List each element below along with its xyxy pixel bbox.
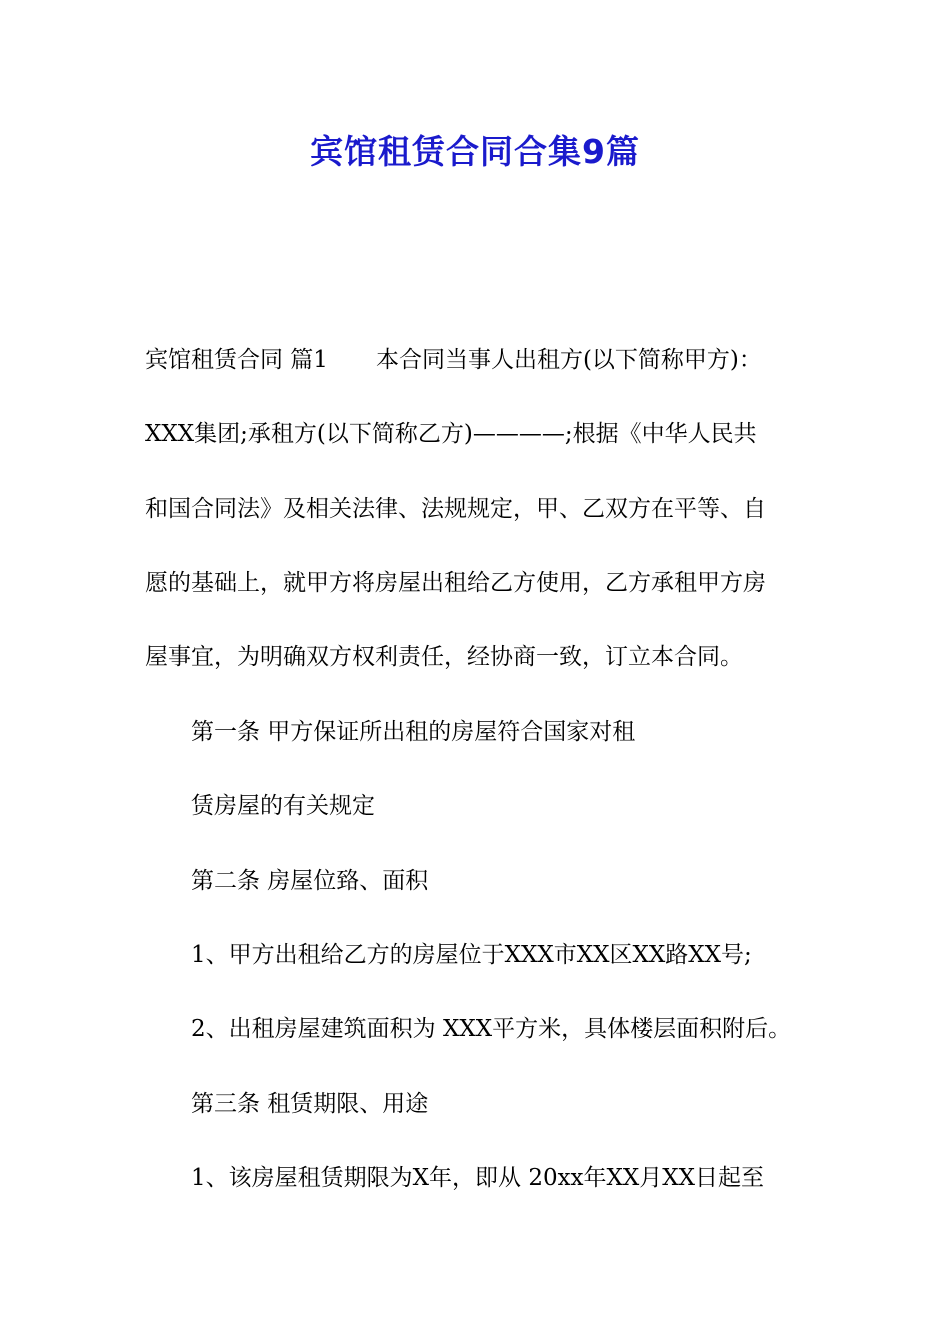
paragraph-line-4: 愿的基础上，就甲方将房屋出租给乙方使用，乙方承租甲方房 [145, 570, 766, 596]
article-3-heading: 第三条 租赁期限、用途 [191, 1091, 429, 1117]
paragraph-line-3: 和国合同法》及相关法律、法规规定，甲、乙双方在平等、自 [145, 496, 766, 522]
article-2-item-1: 1、甲方出租给乙方的房屋位于XXX市XX区XX路XX号; [191, 942, 752, 968]
article-2-heading: 第二条 房屋位臵、面积 [191, 868, 429, 894]
article-1-line-2: 赁房屋的有关规定 [191, 793, 375, 819]
paragraph-line-5: 屋事宜，为明确双方权利责任，经协商一致，订立本合同。 [145, 644, 743, 670]
article-1-line-1: 第一条 甲方保证所出租的房屋符合国家对租 [191, 719, 636, 745]
paragraph-line-2: XXX集团;承租方(以下简称乙方)————;根据《中华人民共 [145, 421, 757, 447]
paragraph-text: 本合同当事人出租方(以下简称甲方)： [375, 347, 762, 373]
paragraph-line-1 [145, 343, 815, 377]
document-title: 宾馆租赁合同合集9篇 [310, 132, 640, 171]
article-3-item-1: 1、该房屋租赁期限为X年，即从 20xx年XX月XX日起至 [191, 1165, 765, 1191]
section-heading: 宾馆租赁合同 篇1 [145, 347, 328, 373]
article-2-item-2: 2、出租房屋建筑面积为 XXX平方米，具体楼层面积附后。 [191, 1016, 792, 1042]
